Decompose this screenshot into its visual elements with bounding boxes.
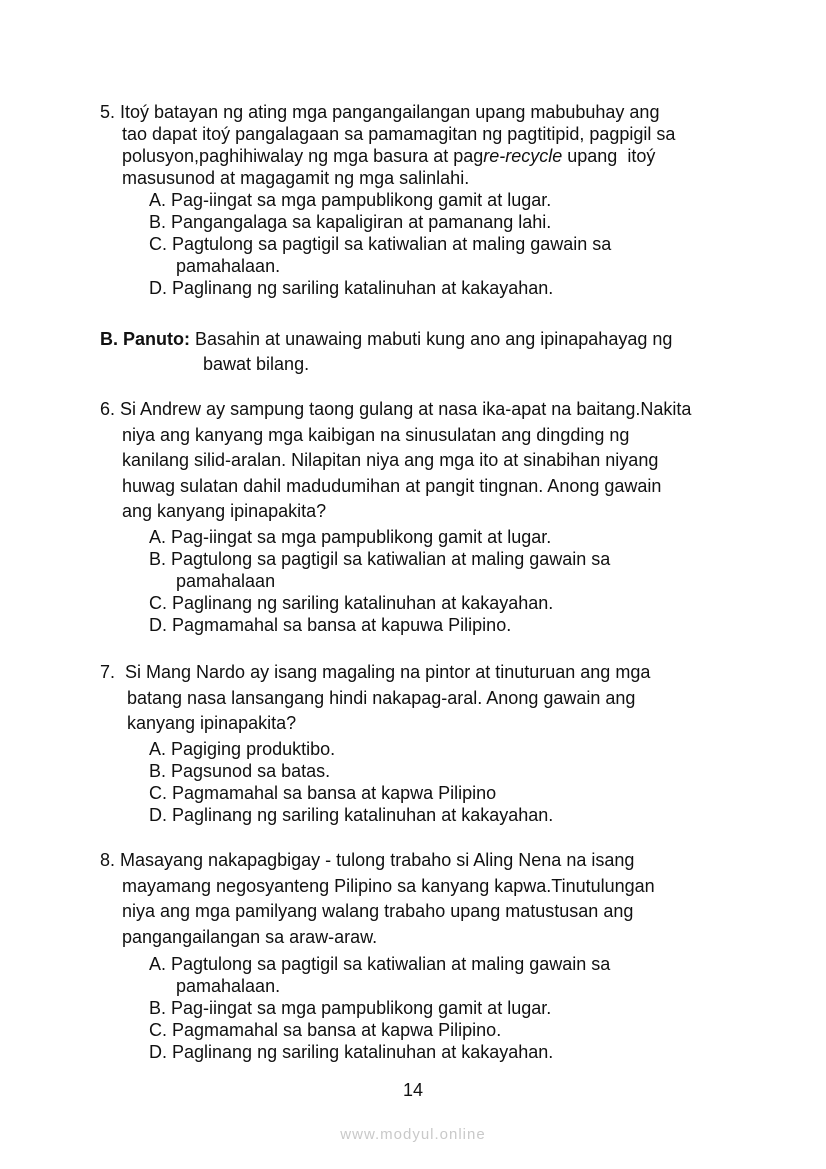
question-5-stem-line-4: masusunod at magagamit ng mga salinlahi.: [122, 168, 470, 188]
question-5-stem-line-2: tao dapat itoý pangalagaan sa pamamagitan ng pagtitipid, pagpigil sa: [122, 124, 676, 144]
directions-line-1: [100, 327, 740, 352]
question-5-stem-italic-word: re-recycle: [483, 146, 563, 166]
question-6-stem-line-5: ang kanyang ipinapakita?: [122, 501, 327, 521]
question-8-option-a-continued: pamahalaan.: [176, 976, 281, 996]
question-8-option-a: A. Pagtulong sa pagtigil sa katiwalian at maling gawain sa: [149, 954, 611, 974]
question-7-options: [100, 738, 740, 826]
question-5-option-c-continued: pamahalaan.: [176, 256, 281, 276]
directions-section-b: [100, 327, 740, 377]
question-7-stem-line-2: batang nasa lansangang hindi nakapag-aral. Anong gawain ang: [127, 687, 636, 708]
question-8-stem-line-4: pangangailangan sa araw-araw.: [122, 926, 378, 947]
question-8-stem-line-2: mayamang negosyanteng Pilipino sa kanyang kapwa.Tinutulungan: [122, 875, 655, 896]
question-8-options: [100, 953, 740, 1063]
question-8-stem-line-1: 8. Masayang nakapagbigay - tulong trabaho si Aling Nena na isang: [100, 850, 635, 870]
question-6-option-c: C. Paglinang ng sariling katalinuhan at kakayahan.: [149, 593, 554, 613]
question-5-stem-line-3: [100, 145, 740, 167]
question-5-option-c: C. Pagtulong sa pagtigil sa katiwalian at maling gawain sa: [149, 234, 612, 254]
question-7: [100, 660, 740, 737]
question-6-option-b: B. Pagtulong sa pagtigil sa katiwalian at maling gawain sa: [149, 549, 611, 569]
watermark: www.modyul.online: [340, 1126, 486, 1143]
question-7-stem-line-1: 7. Si Mang Nardo ay isang magaling na pintor at tinuturuan ang mga: [100, 662, 651, 682]
question-7-option-b: B. Pagsunod sa batas.: [149, 761, 331, 781]
question-6-option-d: D. Pagmamahal sa bansa at kapuwa Pilipino.: [149, 615, 512, 635]
question-5-option-b: B. Pangangalaga sa kapaligiran at pamanang lahi.: [149, 212, 552, 232]
question-8-option-b: B. Pag-iingat sa mga pampublikong gamit at lugar.: [149, 998, 552, 1018]
question-5-option-d: D. Paglinang ng sariling katalinuhan at kakayahan.: [149, 278, 554, 298]
question-5-stem-line-3-end: upang itoý: [562, 146, 656, 166]
question-5-option-a: A. Pag-iingat sa mga pampublikong gamit at lugar.: [149, 190, 552, 210]
directions-text: Basahin at unawaing mabuti kung ano ang ipinapahayag ng: [190, 329, 673, 349]
question-5: [100, 101, 740, 299]
question-5-stem-line-3-start: polusyon,paghihiwalay ng mga basura at pag: [122, 146, 484, 166]
question-8-stem-line-3: niya ang mga pamilyang walang trabaho upang matustusan ang: [122, 901, 634, 921]
question-6-stem-line-4: huwag sulatan dahil madudumihan at pangit tingnan. Anong gawain: [122, 475, 662, 496]
question-6: [100, 397, 740, 525]
question-6-stem-line-2: niya ang kanyang mga kaibigan na sinusulatan ang dingding ng: [122, 424, 630, 445]
question-5-stem-line-1: 5. Itoý batayan ng ating mga pangangailangan upang mabubuhay ang: [100, 102, 660, 122]
question-6-option-a: A. Pag-iingat sa mga pampublikong gamit at lugar.: [149, 527, 552, 547]
question-6-options: [100, 526, 740, 636]
page-number: 14: [402, 1080, 424, 1100]
question-6-option-b-continued: pamahalaan: [176, 571, 276, 591]
question-7-option-d: D. Paglinang ng sariling katalinuhan at kakayahan.: [149, 805, 554, 825]
question-7-stem-line-3: kanyang ipinapakita?: [127, 713, 297, 733]
question-6-stem-line-3: kanilang silid-aralan. Nilapitan niya ang mga ito at sinabihan niyang: [122, 450, 659, 470]
question-6-stem-line-1: 6. Si Andrew ay sampung taong gulang at nasa ika-apat na baitang.Nakita: [100, 399, 692, 419]
question-8-option-d: D. Paglinang ng sariling katalinuhan at kakayahan.: [149, 1042, 554, 1062]
question-8-option-c: C. Pagmamahal sa bansa at kapwa Pilipino.: [149, 1020, 502, 1040]
directions-label: B. Panuto:: [100, 329, 190, 349]
question-8: [100, 848, 740, 950]
question-7-option-c: C. Pagmamahal sa bansa at kapwa Pilipino: [149, 783, 497, 803]
question-7-option-a: A. Pagiging produktibo.: [149, 739, 336, 759]
directions-line-2: bawat bilang.: [203, 354, 310, 374]
